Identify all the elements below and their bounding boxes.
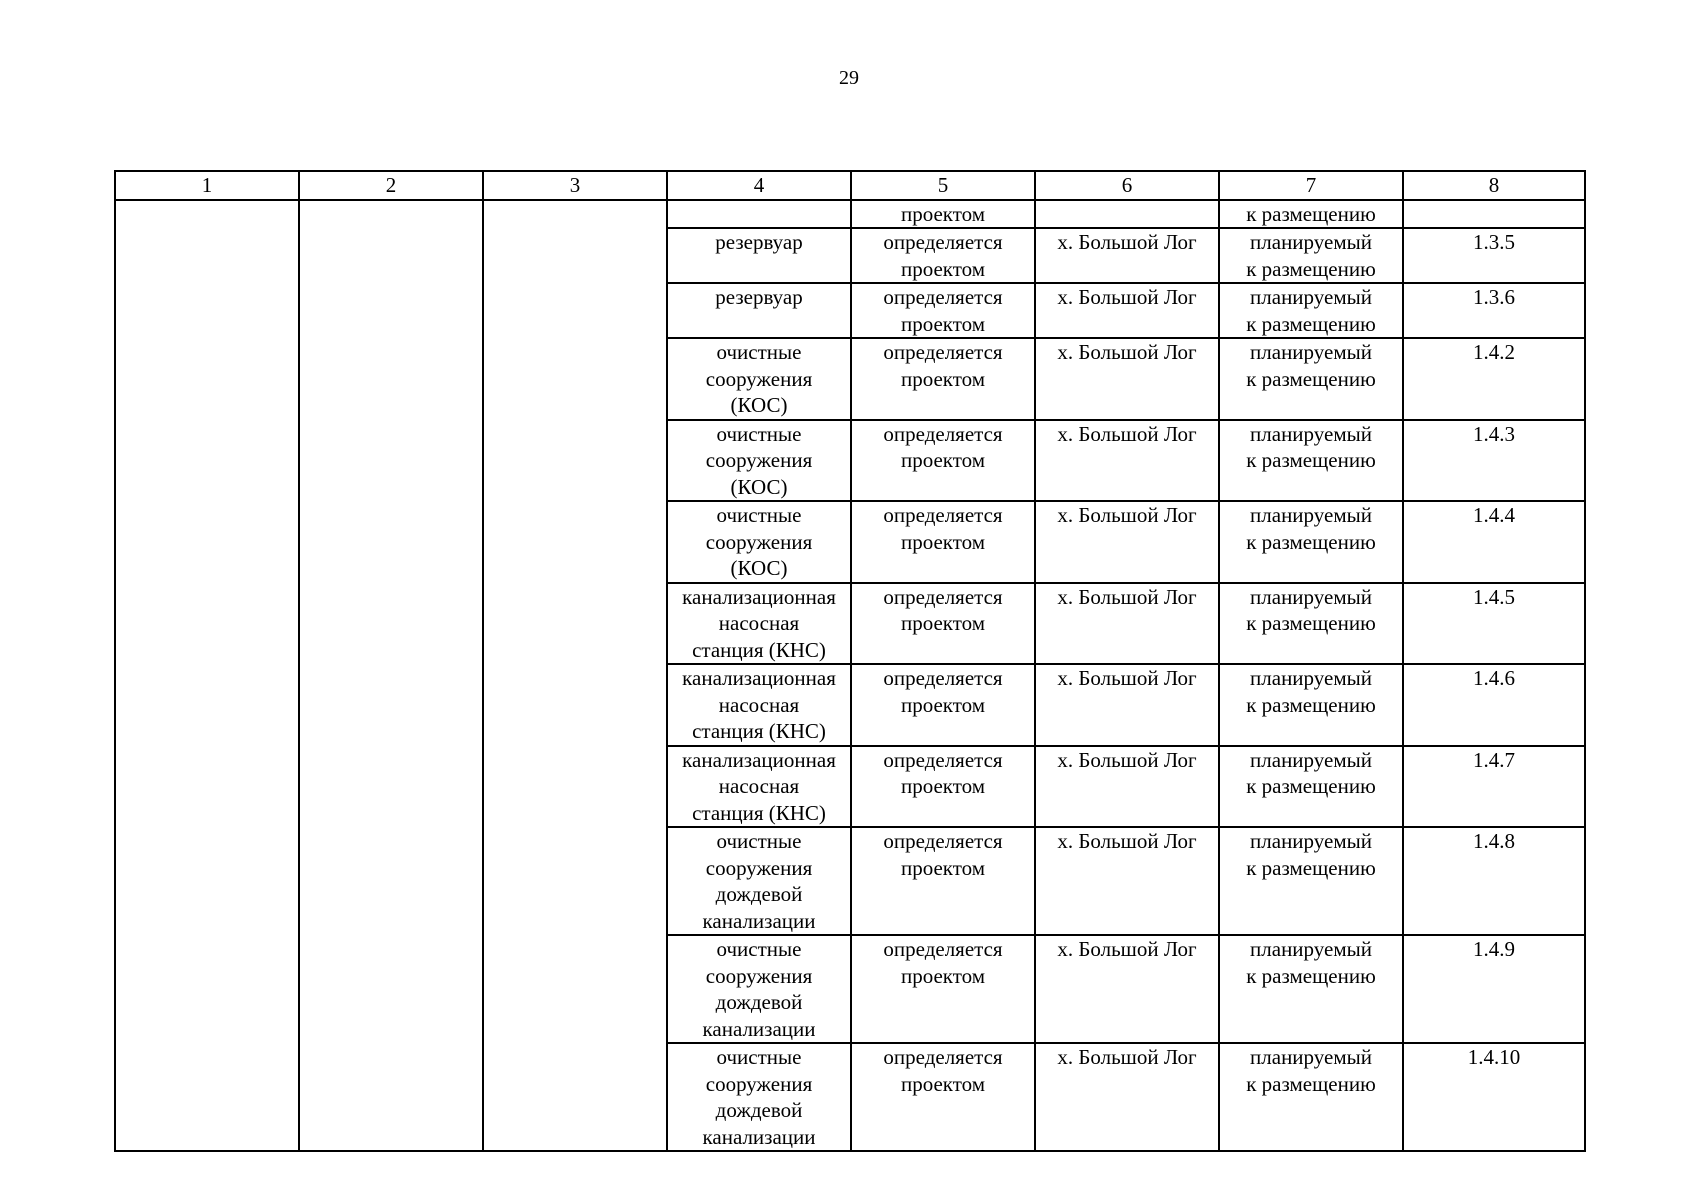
cell-area	[851, 228, 1035, 283]
cell-col-1	[115, 200, 299, 1152]
cell-location: х. Большой Лог	[1035, 501, 1219, 583]
cell-status	[1219, 935, 1403, 1043]
cell-line: планируемый	[1250, 340, 1372, 364]
cell-line: очистные	[716, 421, 802, 446]
cell-line: планируемый	[1250, 584, 1372, 609]
cell-status	[1219, 1043, 1403, 1151]
cell-line: проектом	[900, 256, 986, 281]
cell-line: определяется	[883, 421, 1003, 446]
cell-line: сооружения	[705, 963, 813, 988]
header-col-1: 1	[115, 171, 299, 200]
table-row-continued	[115, 200, 1585, 229]
cell-area	[851, 420, 1035, 502]
cell-line: сооружения	[705, 855, 813, 880]
cell-status	[1219, 420, 1403, 502]
cell-code: 1.4.9	[1403, 935, 1585, 1043]
cell-line: (КОС)	[730, 556, 788, 580]
cell-line: насосная	[718, 611, 800, 635]
cell-location: х. Большой Лог	[1035, 935, 1219, 1043]
cell-area	[851, 501, 1035, 583]
cell-location: х. Большой Лог	[1035, 664, 1219, 746]
cell-line: дождевой	[715, 1098, 803, 1122]
header-col-7: 7	[1219, 171, 1403, 200]
cell-line: к размещению	[1246, 774, 1376, 798]
cell-line: (КОС)	[730, 393, 788, 417]
cell-line: станция (КНС)	[692, 719, 826, 743]
cell-line: проектом	[900, 855, 986, 880]
cell-status	[1219, 664, 1403, 746]
cell-line: к размещению	[1246, 448, 1376, 472]
cell-code: 1.4.6	[1403, 664, 1585, 746]
cell-status	[1219, 283, 1403, 338]
page-number: 29	[839, 67, 859, 89]
cell-code: 1.4.10	[1403, 1043, 1585, 1151]
header-col-5: 5	[851, 171, 1035, 200]
cell-line: определяется	[883, 230, 1003, 254]
cell-line: сооружения	[705, 366, 813, 391]
cell-line: дождевой	[715, 882, 803, 906]
cell-location	[1035, 200, 1219, 229]
cell-code	[1403, 200, 1585, 229]
cell-line: к размещению	[1246, 311, 1376, 336]
cell-status	[1219, 583, 1403, 665]
cell-col-2	[299, 200, 483, 1152]
cell-code: 1.4.2	[1403, 338, 1585, 420]
cell-area	[851, 746, 1035, 828]
cell-location: х. Большой Лог	[1035, 827, 1219, 935]
cell-line: проектом	[900, 448, 986, 472]
cell-object	[667, 1043, 851, 1151]
cell-code: 1.3.5	[1403, 228, 1585, 283]
cell-status	[1219, 338, 1403, 420]
cell-line: канализационная	[682, 666, 836, 690]
cell-line: сооружения	[705, 1071, 813, 1096]
cell-line: очистные	[716, 937, 802, 961]
header-col-8: 8	[1403, 171, 1585, 200]
cell-location: х. Большой Лог	[1035, 338, 1219, 420]
cell-line: очистные	[716, 1045, 802, 1069]
cell-line: очистные	[716, 503, 802, 527]
cell-object	[667, 420, 851, 502]
cell-line: к размещению	[1246, 855, 1376, 880]
cell-line: планируемый	[1250, 1045, 1372, 1069]
cell-line: планируемый	[1250, 937, 1372, 961]
cell-line: планируемый	[1250, 421, 1372, 446]
cell-code: 1.4.8	[1403, 827, 1585, 935]
cell-line: определяется	[883, 937, 1003, 961]
cell-object	[667, 746, 851, 828]
cell-code: 1.4.7	[1403, 746, 1585, 828]
table-body	[115, 200, 1585, 1152]
cell-status	[1219, 501, 1403, 583]
cell-line: к размещению	[1246, 963, 1376, 988]
header-row	[115, 171, 1585, 200]
cell-line: канализации	[702, 1016, 816, 1041]
cell-line: проектом	[900, 774, 986, 798]
cell-location: х. Большой Лог	[1035, 583, 1219, 665]
cell-object	[667, 583, 851, 665]
cell-line: проектом	[900, 201, 986, 226]
cell-line: планируемый	[1250, 829, 1372, 853]
cell-status	[1219, 827, 1403, 935]
cell-line: определяется	[883, 340, 1003, 364]
header-col-2: 2	[299, 171, 483, 200]
cell-status	[1219, 746, 1403, 828]
header-col-4: 4	[667, 171, 851, 200]
cell-line: к размещению	[1246, 1071, 1376, 1096]
cell-line: станция (КНС)	[692, 637, 826, 662]
cell-area	[851, 283, 1035, 338]
cell-line: определяется	[883, 666, 1003, 690]
cell-line: очистные	[716, 829, 802, 853]
cell-location: х. Большой Лог	[1035, 1043, 1219, 1151]
cell-line: проектом	[900, 692, 986, 717]
cell-line: к размещению	[1246, 611, 1376, 635]
cell-code: 1.4.5	[1403, 583, 1585, 665]
cell-line: проектом	[900, 311, 986, 336]
cell-area	[851, 827, 1035, 935]
cell-line: проектом	[900, 1071, 986, 1096]
cell-line: планируемый	[1250, 285, 1372, 309]
cell-line: насосная	[718, 692, 800, 717]
header-col-6: 6	[1035, 171, 1219, 200]
cell-line: канализационная	[682, 747, 836, 772]
cell-line: дождевой	[715, 990, 803, 1014]
cell-line: канализации	[702, 1124, 816, 1149]
data-table	[114, 170, 1586, 1152]
cell-object	[667, 228, 851, 283]
cell-location: х. Большой Лог	[1035, 746, 1219, 828]
cell-line: планируемый	[1250, 747, 1372, 772]
cell-code: 1.4.3	[1403, 420, 1585, 502]
cell-area	[851, 935, 1035, 1043]
cell-line: к размещению	[1246, 256, 1376, 281]
cell-object	[667, 935, 851, 1043]
cell-object	[667, 501, 851, 583]
cell-line: очистные	[716, 340, 802, 364]
cell-line: планируемый	[1250, 503, 1372, 527]
cell-line: насосная	[718, 774, 800, 798]
cell-line: проектом	[900, 963, 986, 988]
cell-line: к размещению	[1246, 692, 1376, 717]
cell-line: определяется	[883, 584, 1003, 609]
cell-line: сооружения	[705, 448, 813, 472]
cell-object	[667, 664, 851, 746]
cell-line: к размещению	[1246, 366, 1376, 391]
cell-line: канализационная	[682, 584, 836, 609]
cell-line: планируемый	[1250, 666, 1372, 690]
cell-line: определяется	[883, 1045, 1003, 1069]
cell-line: определяется	[883, 829, 1003, 853]
cell-area	[851, 200, 1035, 229]
cell-location: х. Большой Лог	[1035, 420, 1219, 502]
cell-line: проектом	[900, 366, 986, 391]
cell-object	[667, 283, 851, 338]
cell-status	[1219, 228, 1403, 283]
cell-line: проектом	[900, 529, 986, 554]
cell-location: х. Большой Лог	[1035, 283, 1219, 338]
cell-code: 1.3.6	[1403, 283, 1585, 338]
cell-line: определяется	[883, 503, 1003, 527]
cell-line: определяется	[883, 747, 1003, 772]
cell-area	[851, 1043, 1035, 1151]
cell-area	[851, 664, 1035, 746]
cell-object	[667, 200, 851, 229]
cell-area	[851, 583, 1035, 665]
cell-line: резервуар	[715, 230, 803, 254]
cell-location: х. Большой Лог	[1035, 228, 1219, 283]
cell-status	[1219, 200, 1403, 229]
cell-line: канализации	[702, 908, 816, 933]
cell-line: станция (КНС)	[692, 800, 826, 825]
cell-line: планируемый	[1250, 230, 1372, 254]
cell-line: резервуар	[715, 285, 803, 309]
cell-line: к размещению	[1246, 201, 1376, 226]
cell-object	[667, 827, 851, 935]
cell-line: к размещению	[1246, 529, 1376, 554]
cell-col-3	[483, 200, 667, 1152]
cell-line: сооружения	[705, 529, 813, 554]
cell-line: определяется	[883, 285, 1003, 309]
cell-line: проектом	[900, 611, 986, 635]
cell-area	[851, 338, 1035, 420]
cell-object	[667, 338, 851, 420]
cell-line: (КОС)	[730, 474, 788, 499]
cell-code: 1.4.4	[1403, 501, 1585, 583]
header-col-3: 3	[483, 171, 667, 200]
